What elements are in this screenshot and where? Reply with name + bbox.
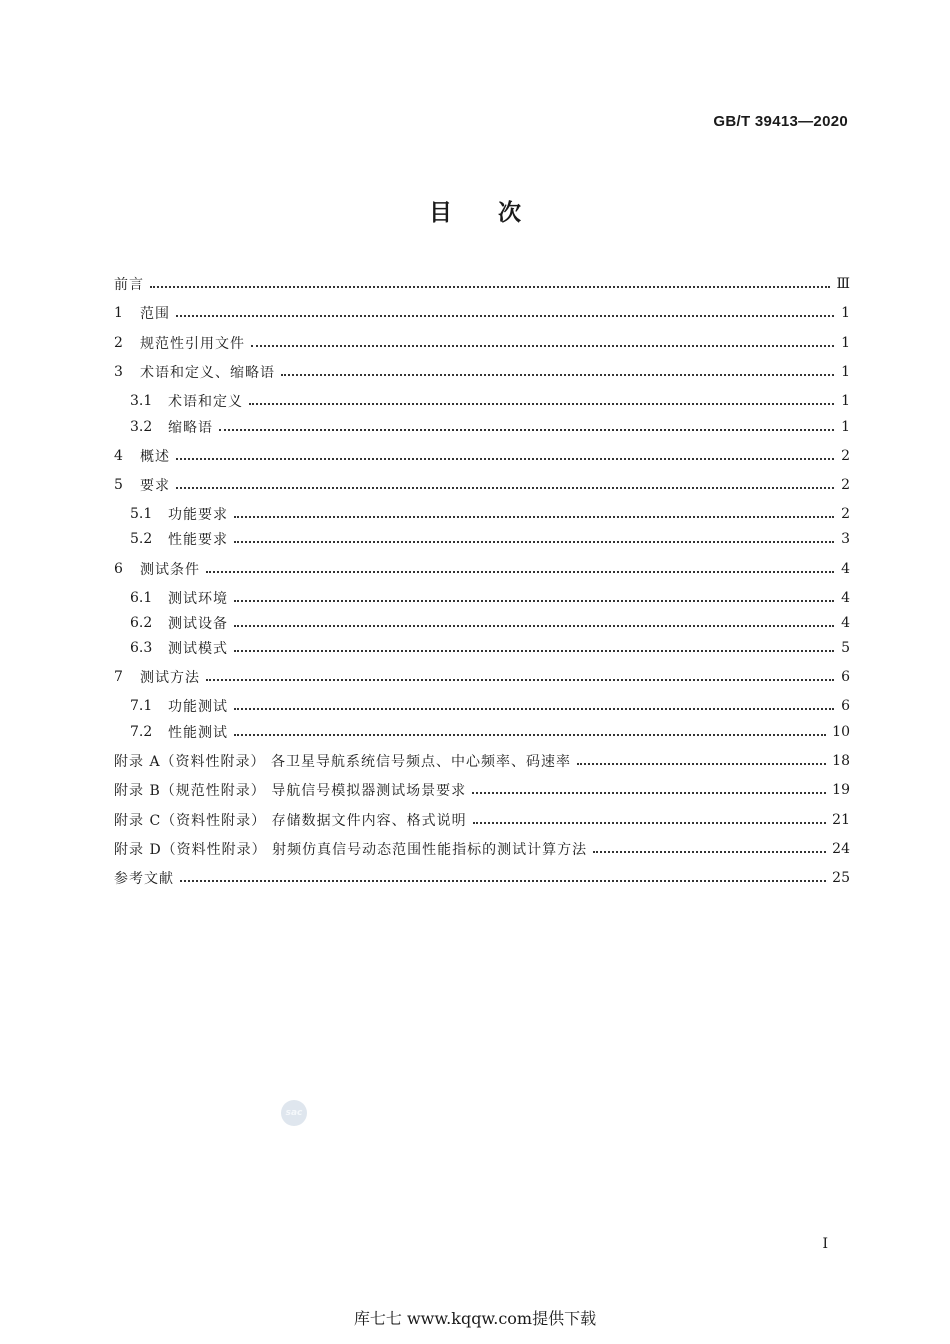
toc-entry-page: 18: [832, 753, 850, 769]
sac-logo-watermark: sac: [281, 1100, 307, 1126]
toc-entry-number: 6: [114, 561, 123, 577]
toc-entry-number: 7: [114, 669, 123, 685]
toc-leader-dots: [234, 540, 834, 543]
toc-entry-number: 2: [114, 335, 123, 351]
toc-entry[interactable]: [130, 695, 850, 717]
toc-entry[interactable]: [114, 809, 850, 831]
toc-entry[interactable]: [130, 587, 850, 609]
toc-entry[interactable]: [114, 332, 850, 354]
toc-leader-dots: [234, 733, 826, 736]
toc-entry[interactable]: [114, 867, 850, 889]
toc-entry-label: 规范性引用文件: [140, 336, 245, 352]
toc-entry-page: 4: [841, 561, 850, 577]
toc-entry-label: 测试设备: [168, 616, 228, 632]
toc-entry-label: 性能测试: [168, 725, 228, 741]
download-footer: 库七七 www.kqqw.com提供下载: [353, 1309, 597, 1328]
toc-entry[interactable]: [130, 503, 850, 525]
toc-entry-number: 6.1: [130, 590, 153, 606]
toc-entry-label: 功能测试: [168, 699, 228, 715]
toc-entry-label: 范围: [140, 306, 170, 322]
toc-entry-page: 5: [841, 640, 850, 656]
toc-entry-page: 6: [841, 698, 850, 714]
toc-entry-number: 3.1: [130, 393, 153, 409]
toc-leader-dots: [176, 314, 834, 317]
toc-entry-label: 性能要求: [168, 532, 228, 548]
toc-entry-number: 3.2: [130, 419, 153, 435]
toc-entry-label: 测试模式: [168, 641, 228, 657]
toc-entry[interactable]: [130, 612, 850, 634]
toc-leader-dots: [150, 285, 830, 288]
toc-entry-page: 4: [841, 590, 850, 606]
toc-entry[interactable]: [114, 445, 850, 467]
toc-entry-number: 4: [114, 448, 123, 464]
toc-leader-dots: [180, 879, 826, 882]
toc-entry-page: 2: [841, 448, 850, 464]
toc-entry-number: 5.1: [130, 506, 153, 522]
toc-entry-number: 1: [114, 305, 123, 321]
toc-entry[interactable]: [130, 528, 850, 550]
toc-leader-dots: [472, 791, 826, 794]
toc-leader-dots: [251, 344, 834, 347]
toc-entry-page: 24: [832, 841, 850, 857]
toc-entry-page: 19: [832, 782, 850, 798]
toc-entry-label: 术语和定义: [168, 394, 243, 410]
toc-entry-number: 5.2: [130, 531, 153, 547]
toc-entry[interactable]: [130, 390, 850, 412]
toc-entry-page: 3: [841, 531, 850, 547]
toc-entry-label: 前言: [114, 277, 144, 293]
toc-entry-label: 附录 C（资料性附录） 存储数据文件内容、格式说明: [114, 813, 467, 829]
toc-entry[interactable]: [114, 302, 850, 324]
toc-entry-label: 缩略语: [168, 420, 213, 436]
toc-entry-number: 7.2: [130, 724, 153, 740]
toc-entry[interactable]: [114, 558, 850, 580]
toc-entry-label: 附录 B（规范性附录） 导航信号模拟器测试场景要求: [114, 783, 467, 799]
toc-leader-dots: [206, 570, 834, 573]
toc-entry[interactable]: [130, 416, 850, 438]
toc-entry-label: 测试条件: [140, 562, 200, 578]
toc-entry-label: 附录 D（资料性附录） 射频仿真信号动态范围性能指标的测试计算方法: [114, 842, 588, 858]
toc-entry-page: 4: [841, 615, 850, 631]
toc-entry[interactable]: [114, 838, 850, 860]
toc-entry-label: 参考文献: [114, 871, 174, 887]
page-number: I: [822, 1236, 828, 1252]
toc-entry[interactable]: [114, 273, 850, 295]
toc-entry-page: 1: [841, 335, 850, 351]
toc-leader-dots: [281, 373, 834, 376]
toc-entry[interactable]: [114, 750, 850, 772]
toc-leader-dots: [577, 762, 826, 765]
toc-entry-page: 1: [841, 393, 850, 409]
toc-leader-dots: [206, 678, 834, 681]
toc-entry-label: 测试环境: [168, 591, 228, 607]
toc-leader-dots: [234, 649, 834, 652]
toc-entry-page: 1: [841, 364, 850, 380]
toc-entry-label: 要求: [140, 478, 170, 494]
toc-entry-label: 概述: [140, 449, 170, 465]
toc-entry-number: 3: [114, 364, 123, 380]
toc-entry[interactable]: [130, 637, 850, 659]
toc-leader-dots: [234, 599, 834, 602]
toc-leader-dots: [234, 707, 834, 710]
toc-leader-dots: [176, 486, 834, 489]
toc-entry-label: 测试方法: [140, 670, 200, 686]
toc-entry[interactable]: [114, 779, 850, 801]
toc-leader-dots: [234, 624, 834, 627]
toc-entry-label: 功能要求: [168, 507, 228, 523]
toc-entry-number: 5: [114, 477, 123, 493]
toc-entry-page: 2: [841, 477, 850, 493]
toc-leader-dots: [473, 821, 827, 824]
toc-entry-page: 1: [841, 419, 850, 435]
toc-entry-page: 25: [832, 870, 850, 886]
toc-entry[interactable]: [114, 474, 850, 496]
toc-leader-dots: [176, 457, 834, 460]
toc-entry-number: 6.2: [130, 615, 153, 631]
toc-entry-page: 21: [832, 812, 850, 828]
toc-entry-label: 术语和定义、缩略语: [140, 365, 275, 381]
toc-entry-page: Ⅲ: [836, 276, 850, 292]
toc-entry-label: 附录 A（资料性附录） 各卫星导航系统信号频点、中心频率、码速率: [114, 754, 572, 770]
toc-entry[interactable]: [114, 666, 850, 688]
toc-leader-dots: [593, 850, 826, 853]
toc-leader-dots: [249, 402, 834, 405]
toc-leader-dots: [234, 515, 834, 518]
toc-entry-page: 6: [841, 669, 850, 685]
toc-entry-number: 7.1: [130, 698, 153, 714]
page-title: 目次: [429, 199, 567, 226]
toc-entry-page: 2: [841, 506, 850, 522]
toc-entry-page: 1: [841, 305, 850, 321]
toc-entry-number: 6.3: [130, 640, 153, 656]
toc-entry[interactable]: [114, 361, 850, 383]
standard-number: GB/T 39413—2020: [713, 113, 848, 130]
toc-entry-page: 10: [832, 724, 850, 740]
toc-leader-dots: [219, 428, 834, 431]
toc-entry[interactable]: [130, 721, 850, 743]
